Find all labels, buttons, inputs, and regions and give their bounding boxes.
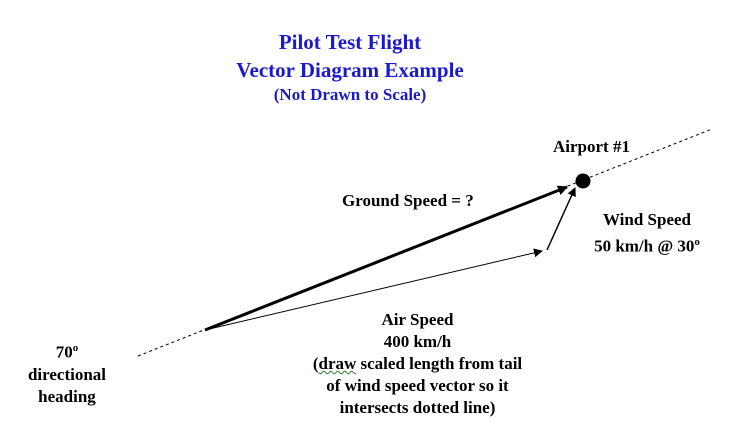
heading-word-directional: directional <box>27 364 107 384</box>
air-speed-instruction-3: intersects dotted line) <box>339 398 496 417</box>
wind-speed-label <box>583 209 711 258</box>
airport-marker <box>576 174 591 189</box>
air-speed-instruction-1: (draw scaled length from tail <box>312 354 523 373</box>
ground-speed-label: Ground Speed = ? <box>342 191 474 210</box>
air-speed-value: 400 km/h <box>383 332 452 351</box>
wind-speed-vector <box>547 188 575 250</box>
airport-label: Airport #1 <box>553 137 630 156</box>
air-speed-title: Air Speed <box>381 310 454 329</box>
diagram-subtitle: Vector Diagram Example <box>236 58 464 82</box>
heading-angle: 70$^o$ <box>55 342 79 362</box>
air-speed-label <box>285 309 550 419</box>
wind-speed-value: 50 km/h @ 30$^o$ <box>594 236 700 256</box>
diagram-title: Pilot Test Flight <box>278 30 422 54</box>
wind-speed-title: Wind Speed <box>602 210 692 229</box>
diagram-note: (Not Drawn to Scale) <box>273 85 427 104</box>
heading-word-heading: heading <box>38 386 96 406</box>
air-speed-instruction-2: of wind speed vector so it <box>326 376 509 395</box>
heading-label <box>12 337 122 408</box>
